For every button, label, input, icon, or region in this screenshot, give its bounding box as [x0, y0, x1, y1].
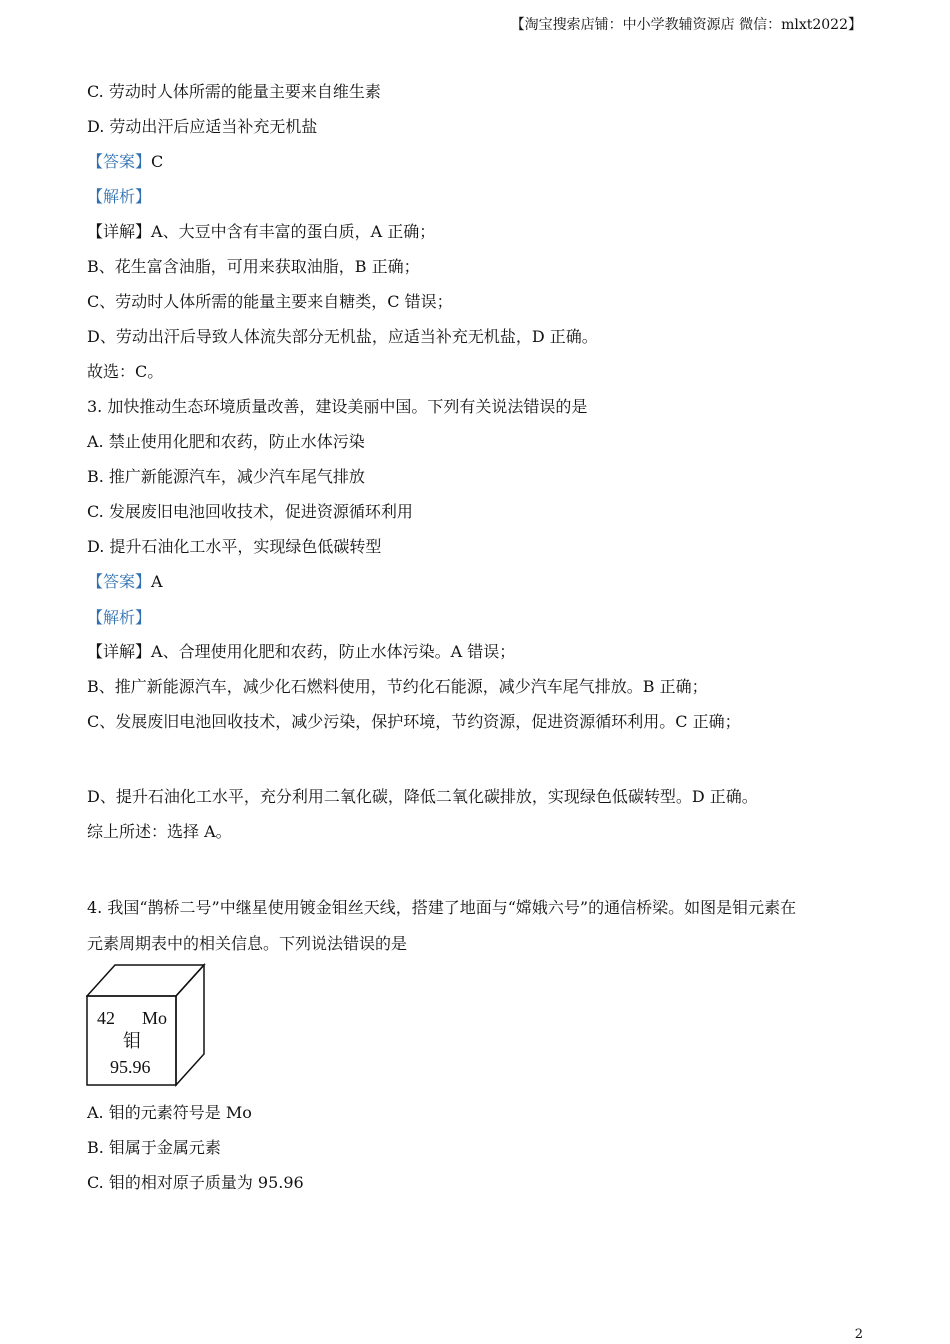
answer-value: C	[151, 152, 164, 171]
element-name: 钼	[123, 1031, 141, 1052]
q2-detail-c: C、劳动时人体所需的能量主要来自糖类，C 错误；	[87, 292, 453, 311]
q2-option-c: C. 劳动时人体所需的能量主要来自维生素	[87, 82, 381, 101]
q4-option-a: A. 钼的元素符号是 Mo	[87, 1103, 252, 1122]
page-header: 【淘宝搜索店铺：中小学教辅资源店 微信：mlxt2022】	[510, 17, 862, 33]
detail-label: 【详解】	[87, 222, 152, 241]
q2-conclusion: 故选：C。	[87, 362, 164, 381]
q3-option-b: B. 推广新能源汽车，减少汽车尾气排放	[87, 467, 365, 486]
q3-analysis-label: 【解析】	[87, 608, 152, 627]
q2-analysis-label: 【解析】	[87, 187, 152, 206]
q3-stem: 3. 加快推动生态环境质量改善，建设美丽中国。下列有关说法错误的是	[87, 397, 588, 416]
detail-text: A、合理使用化肥和农药，防止水体污染。A 错误；	[151, 642, 516, 661]
q3-detail-a	[87, 642, 515, 662]
q2-detail-a	[87, 222, 435, 242]
page-number: 2	[854, 1327, 863, 1342]
q3-option-d: D. 提升石油化工水平，实现绿色低碳转型	[87, 537, 382, 556]
detail-label: 【详解】	[87, 642, 152, 661]
element-tile-molybdenum	[86, 963, 206, 1087]
answer-label: 【答案】	[87, 152, 152, 171]
answer-label: 【答案】	[87, 572, 152, 591]
q2-answer	[87, 152, 163, 172]
q3-option-c: C. 发展废旧电池回收技术，促进资源循环利用	[87, 502, 413, 521]
atomic-number: 42	[97, 1008, 115, 1028]
q3-detail-b: B、推广新能源汽车，减少化石燃料使用，节约化石能源，减少汽车尾气排放。B 正确；	[87, 677, 708, 696]
q2-detail-d: D、劳动出汗后导致人体流失部分无机盐，应适当补充无机盐，D 正确。	[87, 327, 598, 346]
atomic-mass: 95.96	[110, 1057, 151, 1077]
q4-option-c: C. 钼的相对原子质量为 95.96	[87, 1173, 304, 1192]
q3-option-a: A. 禁止使用化肥和农药，防止水体污染	[87, 432, 365, 451]
detail-text: A、大豆中含有丰富的蛋白质，A 正确；	[151, 222, 436, 241]
q4-stem-line2: 元素周期表中的相关信息。下列说法错误的是	[87, 934, 408, 953]
q3-conclusion: 综上所述：选择 A。	[87, 822, 232, 841]
q3-answer	[87, 572, 163, 592]
element-symbol: Mo	[142, 1008, 168, 1028]
q4-stem-line1: 4. 我国“鹊桥二号”中继星使用镀金钼丝天线，搭建了地面与“嫦娥六号”的通信桥梁。如图是钼元素在	[87, 898, 797, 917]
q3-detail-c: C、发展废旧电池回收技术，减少污染，保护环境，节约资源，促进资源循环利用。C 正确；	[87, 712, 741, 731]
q3-detail-d: D、提升石油化工水平，充分利用二氧化碳，降低二氧化碳排放，实现绿色低碳转型。D 正确。	[87, 787, 758, 806]
q2-detail-b: B、花生富含油脂，可用来获取油脂，B 正确；	[87, 257, 420, 276]
q4-option-b: B. 钼属于金属元素	[87, 1138, 221, 1157]
answer-value: A	[151, 572, 163, 591]
q2-option-d: D. 劳动出汗后应适当补充无机盐	[87, 117, 318, 136]
